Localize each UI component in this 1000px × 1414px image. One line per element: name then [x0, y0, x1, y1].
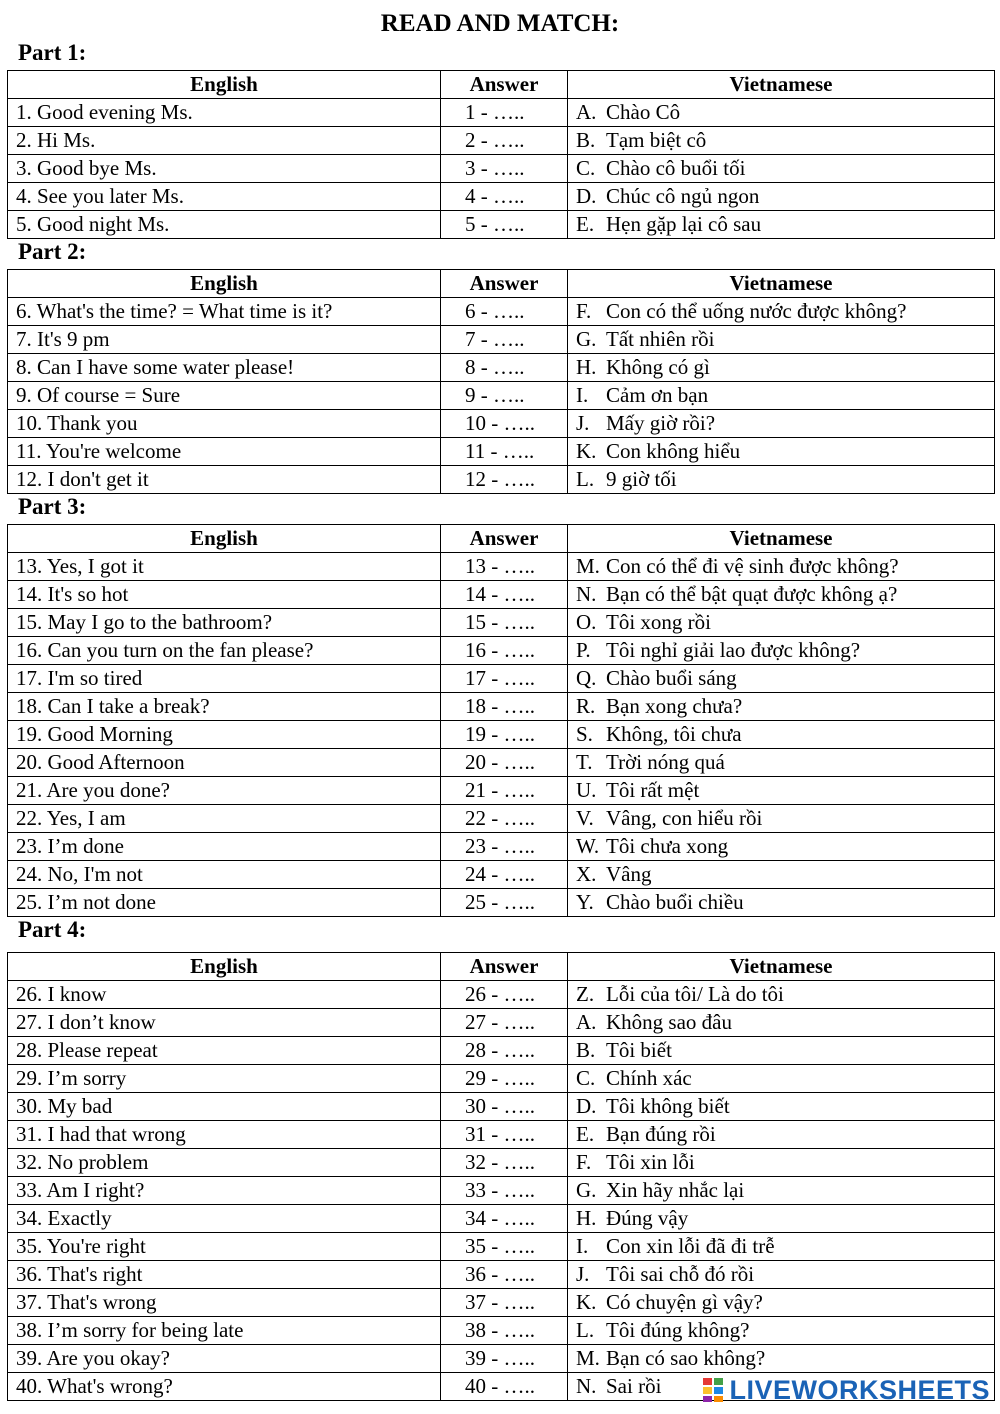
table-row [8, 889, 995, 917]
answer-blank[interactable]: 3 - ….. [441, 155, 568, 183]
vietnamese-phrase: Tôi xin lỗi [606, 1150, 695, 1174]
english-phrase: 12. I don't get it [8, 466, 441, 494]
vietnamese-phrase: Chào Cô [606, 100, 681, 124]
english-phrase: 8. Can I have some water please! [8, 354, 441, 382]
vietnamese-phrase: Bạn có sao không? [606, 1346, 766, 1370]
answer-blank[interactable]: 24 - ….. [441, 861, 568, 889]
table-row [8, 382, 995, 410]
english-phrase: 17. I'm so tired [8, 665, 441, 693]
answer-blank[interactable]: 8 - ….. [441, 354, 568, 382]
english-phrase: 2. Hi Ms. [8, 127, 441, 155]
english-phrase: 27. I don’t know [8, 1009, 441, 1037]
english-phrase: 31. I had that wrong [8, 1121, 441, 1149]
table-row [8, 1317, 995, 1345]
option-letter: J. [576, 1262, 590, 1286]
table-row [8, 183, 995, 211]
liveworksheets-watermark [702, 1374, 990, 1406]
option-letter: U. [576, 778, 597, 802]
table-row [8, 354, 995, 382]
vietnamese-phrase: Không sao đâu [606, 1010, 732, 1034]
answer-blank[interactable]: 32 - ….. [441, 1149, 568, 1177]
table-row [8, 466, 995, 494]
option-letter: B. [576, 128, 596, 152]
english-phrase: 19. Good Morning [8, 721, 441, 749]
vietnamese-cell [568, 1121, 995, 1149]
english-phrase: 26. I know [8, 981, 441, 1009]
answer-blank[interactable]: 30 - ….. [441, 1093, 568, 1121]
vietnamese-phrase: Chúc cô ngủ ngon [606, 184, 760, 208]
vietnamese-phrase: 9 giờ tối [606, 467, 677, 491]
option-letter: D. [576, 1094, 597, 1118]
option-letter: I. [576, 383, 589, 407]
english-phrase: 4. See you later Ms. [8, 183, 441, 211]
option-letter: E. [576, 212, 595, 236]
answer-blank[interactable]: 9 - ….. [441, 382, 568, 410]
header-english: English [8, 71, 441, 99]
vietnamese-cell [568, 1093, 995, 1121]
vietnamese-cell [568, 981, 995, 1009]
english-phrase: 3. Good bye Ms. [8, 155, 441, 183]
vietnamese-cell [568, 466, 995, 494]
english-phrase: 9. Of course = Sure [8, 382, 441, 410]
option-letter: T. [576, 750, 593, 774]
vietnamese-cell [568, 637, 995, 665]
answer-blank[interactable]: 36 - ….. [441, 1261, 568, 1289]
table-row [8, 127, 995, 155]
english-phrase: 34. Exactly [8, 1205, 441, 1233]
vietnamese-phrase: Vâng [606, 862, 652, 886]
english-phrase: 24. No, I'm not [8, 861, 441, 889]
english-phrase: 10. Thank you [8, 410, 441, 438]
vietnamese-cell [568, 693, 995, 721]
answer-blank[interactable]: 7 - ….. [441, 326, 568, 354]
vietnamese-phrase: Tôi rất mệt [606, 778, 700, 802]
answer-blank[interactable]: 22 - ….. [441, 805, 568, 833]
option-letter: Y. [576, 890, 594, 914]
vietnamese-phrase: Sai rồi [606, 1374, 662, 1398]
vietnamese-cell [568, 1065, 995, 1093]
option-letter: L. [576, 1318, 595, 1342]
table-row [8, 99, 995, 127]
table-row [8, 211, 995, 239]
answer-blank[interactable]: 34 - ….. [441, 1205, 568, 1233]
option-letter: I. [576, 1234, 589, 1258]
answer-blank[interactable]: 33 - ….. [441, 1177, 568, 1205]
answer-blank[interactable]: 40 - ….. [441, 1373, 568, 1401]
answer-blank[interactable]: 26 - ….. [441, 981, 568, 1009]
answer-blank[interactable]: 15 - ….. [441, 609, 568, 637]
vietnamese-phrase: Tạm biệt cô [606, 128, 707, 152]
option-letter: E. [576, 1122, 595, 1146]
vietnamese-cell [568, 438, 995, 466]
table-row [8, 155, 995, 183]
vietnamese-phrase: Tôi biết [606, 1038, 672, 1062]
vietnamese-phrase: Chính xác [606, 1066, 692, 1090]
option-letter: A. [576, 100, 597, 124]
answer-blank[interactable]: 19 - ….. [441, 721, 568, 749]
vietnamese-phrase: Lỗi của tôi/ Là do tôi [606, 982, 784, 1006]
vietnamese-cell [568, 1205, 995, 1233]
vietnamese-cell [568, 1233, 995, 1261]
option-letter: X. [576, 862, 597, 886]
vietnamese-phrase: Chào buổi chiều [606, 890, 744, 914]
part-4-table [7, 952, 995, 1401]
part-1-label: Part 1: [18, 40, 87, 65]
english-phrase: 15. May I go to the bathroom? [8, 609, 441, 637]
vietnamese-phrase: Tôi xong rồi [606, 610, 711, 634]
answer-blank[interactable]: 21 - ….. [441, 777, 568, 805]
english-phrase: 36. That's right [8, 1261, 441, 1289]
option-letter: W. [576, 834, 600, 858]
option-letter: M. [576, 554, 600, 578]
vietnamese-cell [568, 1345, 995, 1373]
header-vietnamese: Vietnamese [568, 525, 995, 553]
vietnamese-cell [568, 749, 995, 777]
english-phrase: 33. Am I right? [8, 1177, 441, 1205]
header-vietnamese: Vietnamese [568, 953, 995, 981]
vietnamese-cell [568, 326, 995, 354]
answer-blank[interactable]: 10 - ….. [441, 410, 568, 438]
answer-blank[interactable]: 1 - ….. [441, 99, 568, 127]
vietnamese-cell [568, 211, 995, 239]
table-row [8, 1177, 995, 1205]
table-row [8, 410, 995, 438]
english-phrase: 40. What's wrong? [8, 1373, 441, 1401]
table-row [8, 777, 995, 805]
header-row [8, 270, 995, 298]
table-row [8, 833, 995, 861]
english-phrase: 18. Can I take a break? [8, 693, 441, 721]
header-vietnamese: Vietnamese [568, 270, 995, 298]
vietnamese-phrase: Trời nóng quá [606, 750, 725, 774]
header-row [8, 71, 995, 99]
english-phrase: 29. I’m sorry [8, 1065, 441, 1093]
option-letter: N. [576, 1374, 597, 1398]
vietnamese-phrase: Tất nhiên rồi [606, 327, 715, 351]
option-letter: L. [576, 467, 595, 491]
vietnamese-phrase: Tôi đúng không? [606, 1318, 750, 1342]
answer-blank[interactable]: 35 - ….. [441, 1233, 568, 1261]
option-letter: J. [576, 411, 590, 435]
english-phrase: 21. Are you done? [8, 777, 441, 805]
table-row [8, 749, 995, 777]
english-phrase: 6. What's the time? = What time is it? [8, 298, 441, 326]
vietnamese-cell [568, 354, 995, 382]
option-letter: S. [576, 722, 593, 746]
table-row [8, 1345, 995, 1373]
answer-blank[interactable]: 38 - ….. [441, 1317, 568, 1345]
option-letter: F. [576, 1150, 592, 1174]
answer-blank[interactable]: 11 - ….. [441, 438, 568, 466]
option-letter: K. [576, 1290, 597, 1314]
answer-blank[interactable]: 12 - ….. [441, 466, 568, 494]
watermark-text: LIVEWORKSHEETS [729, 1374, 990, 1405]
answer-blank[interactable]: 37 - ….. [441, 1289, 568, 1317]
answer-blank[interactable]: 27 - ….. [441, 1009, 568, 1037]
answer-blank[interactable]: 6 - ….. [441, 298, 568, 326]
answer-blank[interactable]: 14 - ….. [441, 581, 568, 609]
answer-blank[interactable]: 4 - ….. [441, 183, 568, 211]
answer-blank[interactable]: 2 - ….. [441, 127, 568, 155]
table-row [8, 1233, 995, 1261]
vietnamese-cell [568, 410, 995, 438]
english-phrase: 7. It's 9 pm [8, 326, 441, 354]
vietnamese-phrase: Chào buổi sáng [606, 666, 737, 690]
vietnamese-phrase: Mấy giờ rồi? [606, 411, 716, 435]
vietnamese-cell [568, 298, 995, 326]
vietnamese-cell [568, 1261, 995, 1289]
english-phrase: 39. Are you okay? [8, 1345, 441, 1373]
part-1-table [7, 70, 995, 239]
part-4-label: Part 4: [18, 917, 87, 942]
option-letter: V. [576, 806, 594, 830]
table-row [8, 553, 995, 581]
part-2-label: Part 2: [18, 239, 87, 264]
english-phrase: 22. Yes, I am [8, 805, 441, 833]
table-row [8, 1093, 995, 1121]
vietnamese-cell [568, 861, 995, 889]
option-letter: O. [576, 610, 597, 634]
vietnamese-phrase: Con không hiểu [606, 439, 741, 463]
english-phrase: 32. No problem [8, 1149, 441, 1177]
header-vietnamese: Vietnamese [568, 71, 995, 99]
vietnamese-phrase: Con có thể uống nước được không? [606, 299, 907, 323]
answer-blank[interactable]: 29 - ….. [441, 1065, 568, 1093]
vietnamese-cell [568, 155, 995, 183]
vietnamese-phrase: Đúng vậy [606, 1206, 689, 1230]
vietnamese-phrase: Không, tôi chưa [606, 722, 742, 746]
vietnamese-cell [568, 1037, 995, 1065]
vietnamese-phrase: Bạn có thể bật quạt được không ạ? [606, 582, 898, 606]
table-row [8, 637, 995, 665]
english-phrase: 11. You're welcome [8, 438, 441, 466]
vietnamese-phrase: Xin hãy nhắc lại [606, 1178, 745, 1202]
table-row [8, 665, 995, 693]
answer-blank[interactable]: 20 - ….. [441, 749, 568, 777]
answer-blank[interactable]: 31 - ….. [441, 1121, 568, 1149]
english-phrase: 5. Good night Ms. [8, 211, 441, 239]
option-letter: Z. [576, 982, 595, 1006]
table-row [8, 693, 995, 721]
vietnamese-cell [568, 721, 995, 749]
answer-blank[interactable]: 39 - ….. [441, 1345, 568, 1373]
option-letter: G. [576, 327, 597, 351]
option-letter: N. [576, 582, 597, 606]
table-row [8, 609, 995, 637]
vietnamese-phrase: Chào cô buổi tối [606, 156, 746, 180]
english-phrase: 37. That's wrong [8, 1289, 441, 1317]
vietnamese-cell [568, 889, 995, 917]
header-answer: Answer [441, 525, 568, 553]
header-english: English [8, 270, 441, 298]
vietnamese-cell [568, 833, 995, 861]
vietnamese-phrase: Con có thể đi vệ sinh được không? [606, 554, 899, 578]
vietnamese-cell [568, 1177, 995, 1205]
table-row [8, 326, 995, 354]
english-phrase: 25. I’m not done [8, 889, 441, 917]
vietnamese-phrase: Tôi chưa xong [606, 834, 729, 858]
table-row [8, 1009, 995, 1037]
option-letter: P. [576, 638, 591, 662]
page-title: READ AND MATCH: [380, 10, 620, 37]
table-row [8, 438, 995, 466]
answer-blank[interactable]: 23 - ….. [441, 833, 568, 861]
part-3-table [7, 524, 995, 917]
option-letter: C. [576, 156, 596, 180]
part-2-table [7, 269, 995, 494]
vietnamese-cell [568, 805, 995, 833]
header-answer: Answer [441, 953, 568, 981]
answer-blank[interactable]: 5 - ….. [441, 211, 568, 239]
liveworksheets-logo-icon [702, 1377, 726, 1403]
header-row [8, 953, 995, 981]
option-letter: M. [576, 1346, 600, 1370]
table-row [8, 981, 995, 1009]
table-row [8, 1121, 995, 1149]
vietnamese-cell [568, 1289, 995, 1317]
answer-blank[interactable]: 28 - ….. [441, 1037, 568, 1065]
option-letter: G. [576, 1178, 597, 1202]
vietnamese-cell [568, 553, 995, 581]
option-letter: F. [576, 299, 592, 323]
header-answer: Answer [441, 71, 568, 99]
english-phrase: 28. Please repeat [8, 1037, 441, 1065]
option-letter: Q. [576, 666, 597, 690]
vietnamese-phrase: Bạn đúng rồi [606, 1122, 716, 1146]
table-row [8, 1149, 995, 1177]
vietnamese-phrase: Bạn xong chưa? [606, 694, 743, 718]
table-row [8, 805, 995, 833]
answer-blank[interactable]: 18 - ….. [441, 693, 568, 721]
english-phrase: 35. You're right [8, 1233, 441, 1261]
option-letter: B. [576, 1038, 596, 1062]
english-phrase: 13. Yes, I got it [8, 553, 441, 581]
vietnamese-phrase: Tôi sai chỗ đó rồi [606, 1262, 755, 1286]
vietnamese-phrase: Hẹn gặp lại cô sau [606, 212, 762, 236]
header-answer: Answer [441, 270, 568, 298]
option-letter: A. [576, 1010, 597, 1034]
table-row [8, 1037, 995, 1065]
answer-blank[interactable]: 16 - ….. [441, 637, 568, 665]
answer-blank[interactable]: 17 - ….. [441, 665, 568, 693]
vietnamese-cell [568, 665, 995, 693]
vietnamese-cell [568, 99, 995, 127]
english-phrase: 20. Good Afternoon [8, 749, 441, 777]
english-phrase: 14. It's so hot [8, 581, 441, 609]
table-row [8, 1065, 995, 1093]
part-3-label: Part 3: [18, 494, 87, 519]
vietnamese-phrase: Tôi nghỉ giải lao được không? [606, 638, 861, 662]
vietnamese-cell [568, 1009, 995, 1037]
answer-blank[interactable]: 25 - ….. [441, 889, 568, 917]
vietnamese-phrase: Có chuyện gì vậy? [606, 1290, 763, 1314]
answer-blank[interactable]: 13 - ….. [441, 553, 568, 581]
vietnamese-cell [568, 183, 995, 211]
english-phrase: 16. Can you turn on the fan please? [8, 637, 441, 665]
option-letter: H. [576, 1206, 597, 1230]
table-row [8, 1289, 995, 1317]
vietnamese-cell [568, 581, 995, 609]
table-row [8, 861, 995, 889]
vietnamese-cell [568, 1149, 995, 1177]
english-phrase: 38. I’m sorry for being late [8, 1317, 441, 1345]
vietnamese-phrase: Không có gì [606, 355, 710, 379]
table-row [8, 581, 995, 609]
vietnamese-cell [568, 127, 995, 155]
header-english: English [8, 953, 441, 981]
vietnamese-phrase: Vâng, con hiểu rồi [606, 806, 763, 830]
table-row [8, 298, 995, 326]
option-letter: D. [576, 184, 597, 208]
option-letter: R. [576, 694, 596, 718]
vietnamese-cell [568, 609, 995, 637]
vietnamese-cell [568, 382, 995, 410]
vietnamese-cell [568, 777, 995, 805]
table-row [8, 721, 995, 749]
header-row [8, 525, 995, 553]
english-phrase: 23. I’m done [8, 833, 441, 861]
table-row [8, 1205, 995, 1233]
english-phrase: 1. Good evening Ms. [8, 99, 441, 127]
vietnamese-cell [568, 1317, 995, 1345]
table-row [8, 1261, 995, 1289]
vietnamese-phrase: Con xin lỗi đã đi trễ [606, 1234, 775, 1258]
option-letter: C. [576, 1066, 596, 1090]
english-phrase: 30. My bad [8, 1093, 441, 1121]
vietnamese-phrase: Tôi không biết [606, 1094, 730, 1118]
header-english: English [8, 525, 441, 553]
option-letter: H. [576, 355, 597, 379]
vietnamese-phrase: Cảm ơn bạn [606, 383, 709, 407]
option-letter: K. [576, 439, 597, 463]
